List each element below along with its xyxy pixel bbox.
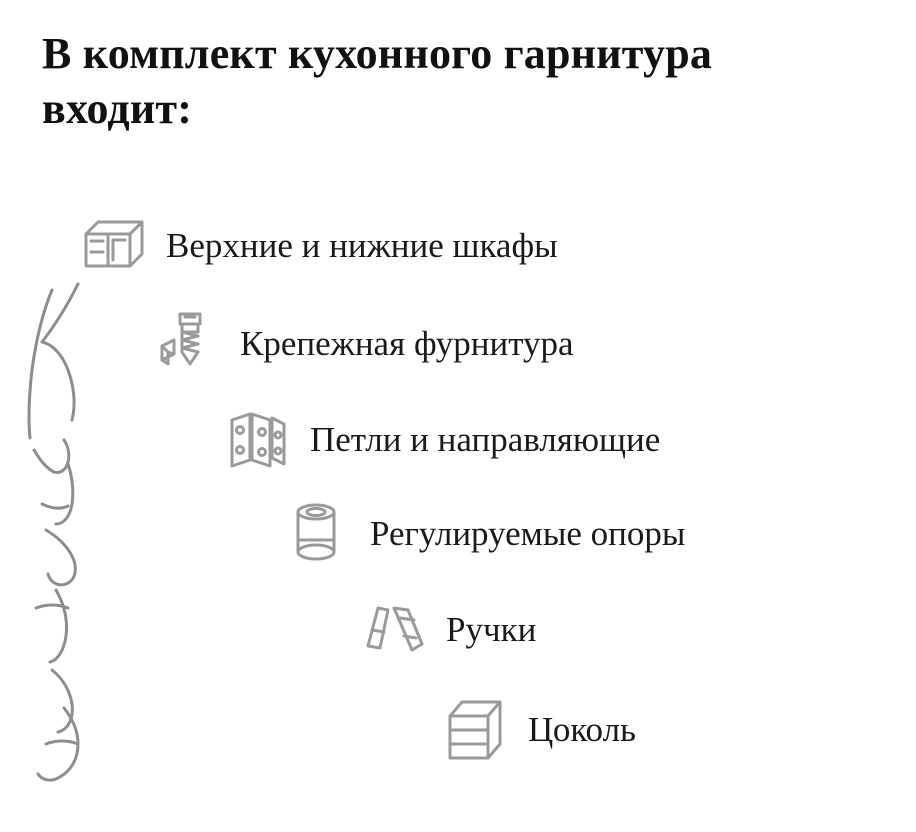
- handle-icon: [358, 592, 432, 666]
- adjustable-foot-icon: [282, 496, 356, 570]
- page-title: В комплект кухонного гарнитура входит:: [42, 29, 713, 133]
- list-item-label: Крепежная фурнитура: [240, 323, 574, 363]
- list-item: [440, 692, 636, 766]
- cabinet-icon: [78, 208, 152, 282]
- list-item-label: Верхние и нижние шкафы: [166, 225, 558, 265]
- list-item: [78, 208, 558, 282]
- list-item: [222, 402, 660, 476]
- screw-icon: [152, 306, 226, 380]
- list-item: [282, 496, 685, 570]
- list-item-label: Петли и направляющие: [310, 419, 661, 459]
- list-item-label: Регулируемые опоры: [370, 513, 686, 553]
- list-item: [152, 306, 574, 380]
- list-item: [358, 592, 536, 666]
- plinth-icon: [440, 692, 514, 766]
- hinge-icon: [222, 402, 296, 476]
- list-item-label: Цоколь: [528, 709, 637, 749]
- feature-list: [0, 200, 916, 820]
- list-item-label: Ручки: [446, 609, 537, 649]
